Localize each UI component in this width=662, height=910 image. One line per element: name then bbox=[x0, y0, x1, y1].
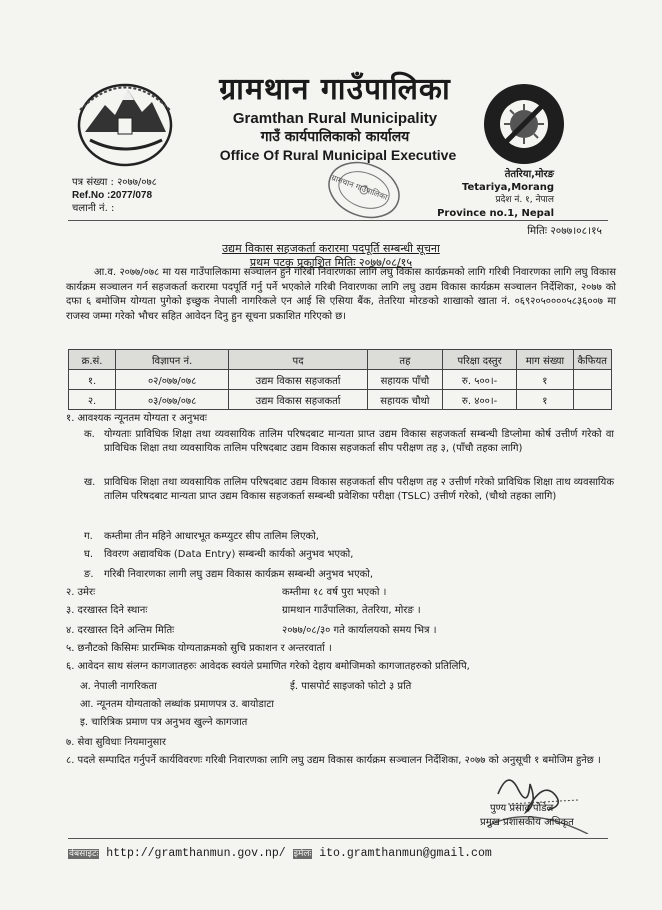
notice-intro: आ.व. २०७७/०७८ मा यस गाउँपालिकामा सञ्चालन हुने गरिबी निवारणका लागि लघु विकास कार्यक्रमको लागि गरिबी निवारणका लागि लघु विकास कार्यक्रम सञ्चालन गर्न सहजकर्ता करारमा पदपूर्ति गर्नु पर्ने भएकोले गरिबी निवारणका लागि लघु उद्यम विकास कार्यक्रम सञ्चालन निर्देशिका, २०७७ को दफा ६ बमोजिम योग्यता पुगेको इच्छुक नेपाली नागरिकले एन आई सि एसिया बैंक, तेतरिया मोरङको शाखाको खाता नं. ०६९२०५००००५८३६००७ मा राजस्व जम्मा गरेको भौचर सहित आवेदन दिनु हुन सूचना प्रकाशित गरिएको छ। bbox=[66, 267, 616, 322]
cell-remarks bbox=[573, 390, 611, 410]
col-level: तह bbox=[367, 350, 442, 370]
document-i: इ. चारित्रिक प्रमाण पत्र अनुभव खुल्ने कागजात bbox=[80, 717, 248, 728]
item-label: ङ. bbox=[84, 569, 94, 580]
cell-sn: २. bbox=[69, 390, 116, 410]
section-2-label: २. उमेरः bbox=[66, 587, 96, 598]
document-ee: ई. पासपोर्ट साइजको फोटो ३ प्रति bbox=[290, 681, 412, 692]
header-divider bbox=[68, 220, 608, 221]
table-header-row bbox=[69, 350, 612, 370]
document-a: अ. नेपाली नागरिकता bbox=[80, 681, 157, 692]
cell-level: सहायक चौथो bbox=[367, 390, 442, 410]
section-7: ७. सेवा सुविधाः नियमानुसार bbox=[66, 737, 166, 748]
cell-post: उद्यम विकास सहजकर्ता bbox=[229, 390, 368, 410]
document-aa: आ. न्यूनतम योग्यताको लब्धांक प्रमाणपत्र उ. बायोडाटा bbox=[80, 699, 274, 710]
notice-title: उद्यम विकास सहजकर्ता करारमा पदपूर्ति सम्बन्धी सूचना bbox=[222, 242, 440, 255]
item-text: योग्यताः प्राविधिक शिक्षा तथा व्यवसायिक तालिम परिषदबाट मान्यता प्राप्त उद्यम विकास सहजकर्ता सम्बन्धी डिप्लोमा कोर्ष उत्तीर्ण गरेको वा प्राविधिक शिक्षा तथा व्यवसायिक तालिम परिषदबाट उद्यम विकास सहजकर्ता सीप परीक्षण तह ३, (पाँचौ तहका लागि) bbox=[104, 429, 614, 454]
section-4-value: २०७७/०८/३० गते कार्यालयको समय भित्र । bbox=[282, 625, 437, 636]
reference-block bbox=[72, 176, 157, 215]
item-label: ग. bbox=[84, 531, 93, 542]
section-5: ५. छनौटको किसिमः प्रारम्भिक योग्यताक्रमको सुचि प्रकाशन र अन्तरवार्ता । bbox=[66, 643, 332, 654]
table-row bbox=[69, 390, 612, 410]
address-nepali: तेतरिया,मोरङ bbox=[504, 169, 554, 180]
chalani-number: चलानी नं. : bbox=[72, 203, 115, 214]
office-title-nepali: गाउँ कार्यपालिकाको कार्यालय bbox=[260, 129, 410, 145]
table-row bbox=[69, 370, 612, 390]
address-block bbox=[437, 168, 554, 220]
section-2-value: कम्तीमा १८ वर्ष पुरा भएको । bbox=[282, 587, 387, 598]
cell-ad-no: ०२/०७७/०७८ bbox=[116, 370, 229, 390]
item-text: कम्तीमा तीन महिने आधारभूत कम्प्युटर सीप तालिम लिएको, bbox=[104, 531, 319, 542]
website-link[interactable]: http://gramthanmun.gov.np/ bbox=[106, 847, 286, 860]
stamp-text: ग्रामथान गाउँपालिका bbox=[330, 173, 389, 202]
cell-post: उद्यम विकास सहजकर्ता bbox=[229, 370, 368, 390]
col-demand: माग संख्या bbox=[517, 350, 573, 370]
cell-ad-no: ०३/०७७/०७८ bbox=[116, 390, 229, 410]
section-4-label: ४. दरखास्त दिने अन्तिम मितिः bbox=[66, 625, 175, 636]
email-link[interactable]: ito.gramthanmun@gmail.com bbox=[319, 847, 492, 860]
signatory-role: प्रमुख प्रशासकीय अधिकृत bbox=[480, 817, 574, 828]
item-label: घ. bbox=[84, 549, 94, 560]
vacancy-table bbox=[68, 349, 612, 410]
patra-sankhya: पत्र संख्या : २०७७/०७८ bbox=[72, 177, 157, 188]
section-3-value: ग्रामथान गाउँपालिका, तेतरिया, मोरङ । bbox=[282, 605, 421, 616]
cell-demand: १ bbox=[517, 370, 573, 390]
col-ad-no: विज्ञापन नं. bbox=[116, 350, 229, 370]
province-english: Province no.1, Nepal bbox=[437, 208, 554, 219]
letter-date: मितिः २०७७।०८।१५ bbox=[527, 225, 602, 237]
office-title-english: Office Of Rural Municipal Executive bbox=[219, 147, 457, 163]
stay-home-stay-safe-logo bbox=[482, 82, 566, 166]
item-label: ख. bbox=[84, 477, 96, 488]
cell-remarks bbox=[573, 370, 611, 390]
col-fee: परिक्षा दस्तुर bbox=[442, 350, 516, 370]
cell-level: सहायक पाँचौ bbox=[367, 370, 442, 390]
email-label: इमेलः bbox=[293, 849, 312, 859]
col-post: पद bbox=[229, 350, 368, 370]
footer bbox=[68, 846, 492, 860]
qualification-k bbox=[84, 428, 614, 456]
cell-fee: रु. ५००।- bbox=[442, 370, 516, 390]
qualification-kh bbox=[84, 476, 614, 504]
qualification-g bbox=[84, 530, 614, 544]
cell-sn: १. bbox=[69, 370, 116, 390]
item-text: प्राविधिक शिक्षा तथा व्यवसायिक तालिम परिषदबाट उद्यम विकास सहजकर्ता सीप परीक्षण तह २ उत्तीर्ण गरेको प्राविधिक शिक्षा ताथ व्यवसायिक तालिम परिषदबाट मान्यता प्राप्त उद्यम विकास सहजकर्ता सम्बन्धी प्रवेशिका परीक्षा (TSLC) उत्तीर्ण गरेको, (चौथो तहका लागि) bbox=[104, 477, 615, 502]
website-label: वेबसाइटः bbox=[69, 849, 99, 859]
notice-subtitle: प्रथम पटक प्रकाशित मितिः २०७७/०८/१५ bbox=[249, 256, 413, 269]
municipality-title-english: Gramthan Rural Municipality bbox=[232, 110, 438, 127]
section-1-heading: १. आवश्यक न्यूनतम योग्यता र अनुभवः bbox=[66, 413, 207, 424]
municipality-logo bbox=[70, 70, 180, 170]
item-text: विवरण अद्यावधिक (Data Entry) सम्बन्धी कार्यको अनुभव भएको, bbox=[104, 549, 354, 560]
signatory-name: पुण्य प्रसाद पौडेल bbox=[490, 803, 554, 814]
section-6: ६. आवेदन साथ संलग्न कागजातहरुः आवेदक स्वयंले प्रमाणित गरेको देहाय बमोजिमको कागजातहरुको प्रतिलिपि, bbox=[66, 661, 470, 672]
municipality-title-nepali: ग्रामथान गाउँपालिका bbox=[219, 72, 451, 107]
cell-demand: १ bbox=[517, 390, 573, 410]
footer-divider bbox=[68, 838, 608, 839]
item-label: क. bbox=[84, 429, 95, 440]
province-nepali: प्रदेश नं. १, नेपाल bbox=[495, 195, 554, 205]
address-english: Tetariya,Morang bbox=[461, 182, 554, 193]
col-remarks: कैफियत bbox=[573, 350, 611, 370]
qualification-ng bbox=[84, 568, 614, 582]
qualification-gh bbox=[84, 548, 614, 562]
cell-fee: रु. ४००।- bbox=[442, 390, 516, 410]
item-text: गरिबी निवारणका लागी लघु उद्यम विकास कार्यक्रम सम्बन्धी अनुभव भएको, bbox=[104, 569, 374, 580]
section-8: ८. पदले सम्पादित गर्नुपर्ने कार्यविवरणः गरिबी निवारणका लागि लघु उद्यम विकास कार्यक्रम सञ्चालन निर्देशिका, २०७७ को अनुसूची १ बमोजिम हुनेछ । bbox=[66, 755, 601, 766]
section-3-label: ३. दरखास्त दिने स्थानः bbox=[66, 605, 148, 616]
col-sn: क्र.सं. bbox=[69, 350, 116, 370]
ref-number: Ref.No :2077/078 bbox=[72, 190, 153, 201]
